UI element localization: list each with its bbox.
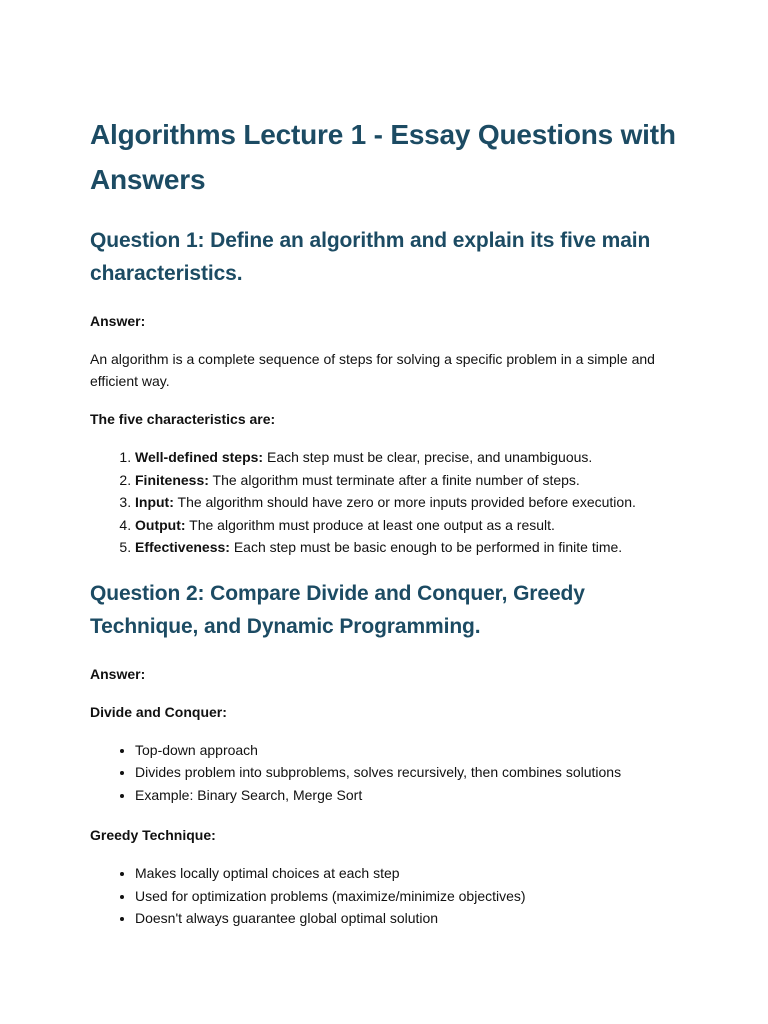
list-item [135, 536, 678, 559]
list-item: • Top-down approach [135, 739, 678, 762]
greedy-technique-label: Greedy Technique: [90, 827, 216, 843]
list-item: • Doesn't always guarantee global optimal solution [135, 907, 678, 930]
greedy-technique-list [90, 862, 678, 930]
list-item: • Makes locally optimal choices at each step [135, 862, 678, 885]
characteristics-list [90, 446, 678, 559]
list-item: • Divides problem into subproblems, solves recursively, then combines solutions [135, 761, 678, 784]
list-item [135, 491, 678, 514]
algorithm-definition: An algorithm is a complete sequence of steps for solving a specific problem in a simple and efficient way. [90, 351, 655, 389]
question-1-heading: Question 1: Define an algorithm and explain its five main characteristics. [90, 229, 651, 285]
divide-and-conquer-label: Divide and Conquer: [90, 703, 227, 720]
question-2-answer-label: Answer: [90, 665, 146, 682]
list-item [135, 446, 678, 469]
characteristic-term: Well-defined steps: [135, 449, 264, 465]
characteristic-term: Effectiveness: [135, 539, 230, 555]
document-title: Algorithms Lecture 1 - Essay Questions with Answers [90, 119, 676, 195]
characteristic-term: Output: [135, 516, 186, 533]
question-2-heading: Question 2: Compare Divide and Conquer, Greedy Technique, and Dynamic Programming. [90, 581, 585, 638]
question-1-answer-label: Answer: [90, 313, 146, 329]
characteristic-text: The algorithm must produce at least one output as a result. [185, 516, 555, 533]
list-item: • Example: Binary Search, Merge Sort [135, 784, 678, 807]
divide-and-conquer-list [90, 739, 678, 807]
list-item [135, 514, 678, 537]
characteristic-text: Each step must be clear, precise, and unambiguous. [263, 449, 593, 465]
characteristic-term: Input: [135, 494, 174, 510]
characteristics-label: The five characteristics are: [90, 411, 276, 427]
characteristic-term: Finiteness: [135, 471, 209, 488]
list-item: • Used for optimization problems (maximize/minimize objectives) [135, 885, 678, 908]
list-item [135, 469, 678, 492]
characteristic-text: The algorithm should have zero or more inputs provided before execution. [173, 494, 636, 510]
characteristic-text: The algorithm must terminate after a finite number of steps. [208, 471, 580, 488]
characteristic-text: Each step must be basic enough to be performed in finite time. [229, 539, 623, 555]
